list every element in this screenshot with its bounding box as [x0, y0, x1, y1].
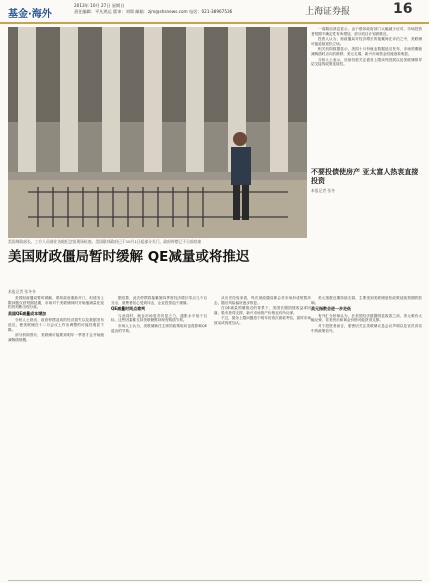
- sidebar-byline: 本报记者 张冬: [311, 188, 335, 193]
- paragraph: 在QE减量预期推迟的背景下，美国长期国债收益率回落，股市获得支撑，新兴市场资产价格也有所反弹。: [214, 306, 311, 315]
- paragraph: 美国财政僵局暂时缓解，联邦政府重新开门，但债务上限问题仅获短期延期，市场对于美联储何时开始缩减量化宽松的判断出现分歧。: [8, 296, 104, 310]
- lead-photo: [8, 27, 307, 238]
- sidebar-paragraph: 投资人认为，财政僵局对经济增长的拖累尚在评估之中，美联储可能延续宽松立场。: [311, 37, 422, 46]
- subheading: QE减量时间点难判: [111, 306, 146, 312]
- article-headline: [8, 248, 308, 266]
- sidebar-text: [311, 27, 422, 68]
- paper-name: 上海证券报: [305, 7, 351, 17]
- sidebar-paragraph: 一周期前消息显示，由于联邦政府部门大幅减少应对，市场投资者短期不确定性有所增加，部分项目计划被推迟。: [311, 27, 422, 36]
- paragraph: 市场人士认为，美联储新任主席的政策取向也将影响QE退出的节奏。: [111, 323, 207, 333]
- header-meta-line: 责任编辑：平凡鸿运 版审：刘郑 邮箱：zjm@shsnews.com 电话：021-38967536: [74, 8, 233, 14]
- page-header: [0, 0, 429, 24]
- sidebar-paragraph: 分析人士表示，后续仍需关注债务上限谈判进展以及美联储领导层交接的政策连续性。: [311, 57, 422, 67]
- header-meta: [74, 3, 264, 14]
- article-column-4: [311, 296, 422, 578]
- section-title: 基金·海外: [8, 9, 52, 20]
- lead-photo-illustration: [8, 27, 307, 238]
- sidebar-paragraph: 相关机构数据显示，美国十月份就业数据延迟发布，市场预期缩减购债时点向后推移，美元走弱，新兴市场资金回流迹象明显。: [311, 47, 422, 56]
- sidebar-story-head: [311, 168, 422, 206]
- subheading: 美国QE减量成本增加: [8, 310, 47, 316]
- article-body: [8, 296, 422, 578]
- page-footer-rule: [8, 578, 422, 581]
- paragraph: 从历史经验来看，每次财政僵局都会对市场形成短暂冲击，随后风险偏好逐步恢复。: [214, 296, 311, 305]
- paragraph: 部分机构预计，美联储可能要到明年一季度才会开始缩减购债规模。: [8, 333, 104, 342]
- paragraph: 分析人士指出，政府停摆造成的经济损失以及数据发布延迟，使美联储在十二月会议上作出调整的可能性明显下降。: [8, 318, 104, 332]
- page-number: 16: [393, 1, 413, 17]
- headline-text: 美国财政僵局暂时缓解 QE减量或将推迟: [8, 249, 250, 265]
- article-column-3: [214, 296, 311, 578]
- paragraph: 对于投资者而言，需密切关注美联储议息会议声明以及官员讲话中的政策信号。: [311, 323, 422, 333]
- article-column-2: [111, 296, 207, 578]
- article-byline: 本报记者 张冬冬: [8, 289, 36, 294]
- paragraph: 美元指数近期持续走弱，主要受到美联储宽松政策延续预期的影响。: [311, 296, 422, 305]
- sidebar-headline: 不要投债使房产 亚太富人热衷直接投资: [311, 168, 419, 185]
- paragraph: 有外汇分析师认为，在美国经济数据明显改善之前，美元难有大幅反弹，非美货币和黄金价格可能获得支撑。: [311, 313, 422, 323]
- paragraph: 据估算，此次停摆将拖累第四季度经济增长零点几个百分点，消费者信心受到冲击，企业投资趋于谨慎。: [111, 296, 207, 305]
- paragraph: 不过，债务上限问题将于明年初再次面临考验，届时市场波动或再度加大。: [214, 316, 311, 325]
- photo-caption: 美国财政部长、三方人员前往各地纪念馆现场检查。美国联邦政府已于10月1日起部分关门，政府停摆已于日前结束: [8, 239, 202, 244]
- article-column-1: [8, 296, 104, 578]
- header-meta-line: 2013年 10月 27日 星期日: [74, 3, 125, 8]
- subheading: 美元指数会进一步走低: [311, 306, 351, 312]
- paragraph: 与此同时，就业市场复苏仍显乏力，通胀水平低于目标，这些因素都支持美联储维持现有购债节奏。: [111, 313, 207, 323]
